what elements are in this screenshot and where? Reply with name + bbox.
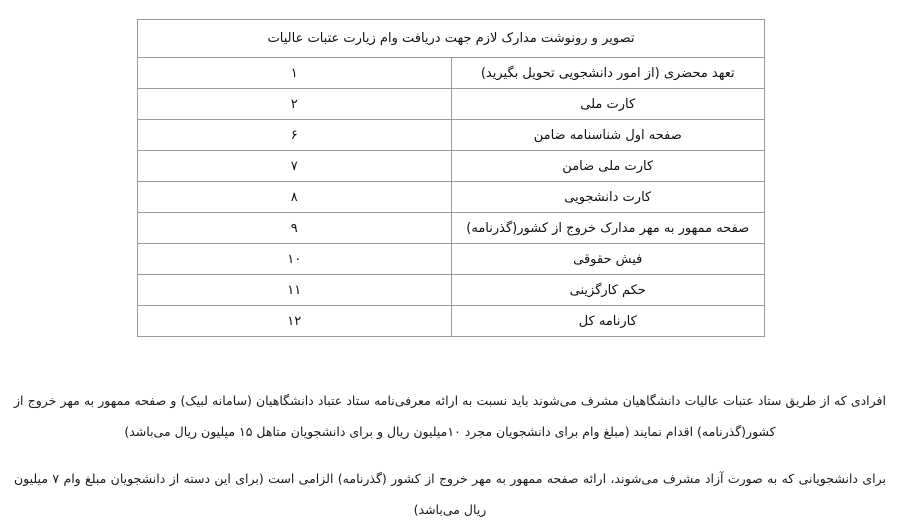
- document-index-cell: ۱۲: [138, 306, 452, 337]
- document-title-cell: کارت ملی: [451, 89, 765, 120]
- document-index-cell: ۱: [138, 58, 452, 89]
- table-header-title: تصویر و رونوشت مدارک لازم جهت دریافت وام زیارت عتبات عالیات: [138, 20, 765, 58]
- table-body: [138, 58, 765, 337]
- document-title-cell: تعهد محضری (از امور دانشجویی تحویل بگیرید): [451, 58, 765, 89]
- table-row: [138, 151, 765, 182]
- document-index-cell: ۱۱: [138, 275, 452, 306]
- table-header-row: [138, 20, 765, 58]
- table-row: [138, 182, 765, 213]
- required-documents-table: [137, 19, 765, 337]
- table-row: [138, 306, 765, 337]
- table-row: [138, 213, 765, 244]
- documents-table-container: [137, 19, 765, 337]
- document-index-cell: ۱۰: [138, 244, 452, 275]
- document-title-cell: حکم کارگزینی: [451, 275, 765, 306]
- table-row: [138, 89, 765, 120]
- document-title-cell: کارت ملی ضامن: [451, 151, 765, 182]
- table-row: [138, 58, 765, 89]
- document-index-cell: ۸: [138, 182, 452, 213]
- table-row: [138, 244, 765, 275]
- document-index-cell: ۲: [138, 89, 452, 120]
- document-title-cell: صفحه ممهور به مهر مدارک خروج از کشور(گذرنامه): [451, 213, 765, 244]
- table-header: [138, 20, 765, 58]
- document-index-cell: ۹: [138, 213, 452, 244]
- document-index-cell: ۷: [138, 151, 452, 182]
- document-title-cell: کارت دانشجویی: [451, 182, 765, 213]
- document-title-cell: فیش حقوقی: [451, 244, 765, 275]
- document-index-cell: ۶: [138, 120, 452, 151]
- table-row: [138, 120, 765, 151]
- table-row: [138, 275, 765, 306]
- document-title-cell: کارنامه کل: [451, 306, 765, 337]
- document-title-cell: صفحه اول شناسنامه ضامن: [451, 120, 765, 151]
- note-paragraph-official-pilgrimage: افرادی که از طریق ستاد عتبات عالیات دانشگاهیان مشرف می‌شوند باید نسبت به ارائه معرفی‌نامه ستاد عتباد دانشگاهیان (سامانه لبیک) و صفحه ممهور به مهر خروج از کشور(گذرنامه) اقدام نمایند (مبلغ وام برای دانشجویان مجرد ۱۰میلیون ریال و برای دانشجویان متاهل ۱۵ میلیون ریال می‌باشد): [14, 392, 886, 439]
- note-paragraph-independent-pilgrimage: برای دانشجویانی که به صورت آزاد مشرف می‌شوند، ارائه صفحه ممهور به مهر خروج از کشور (گذرنامه) الزامی است (برای این دسته از دانشجویان مبلغ وام ۷ میلیون ریال می‌باشد): [14, 470, 886, 517]
